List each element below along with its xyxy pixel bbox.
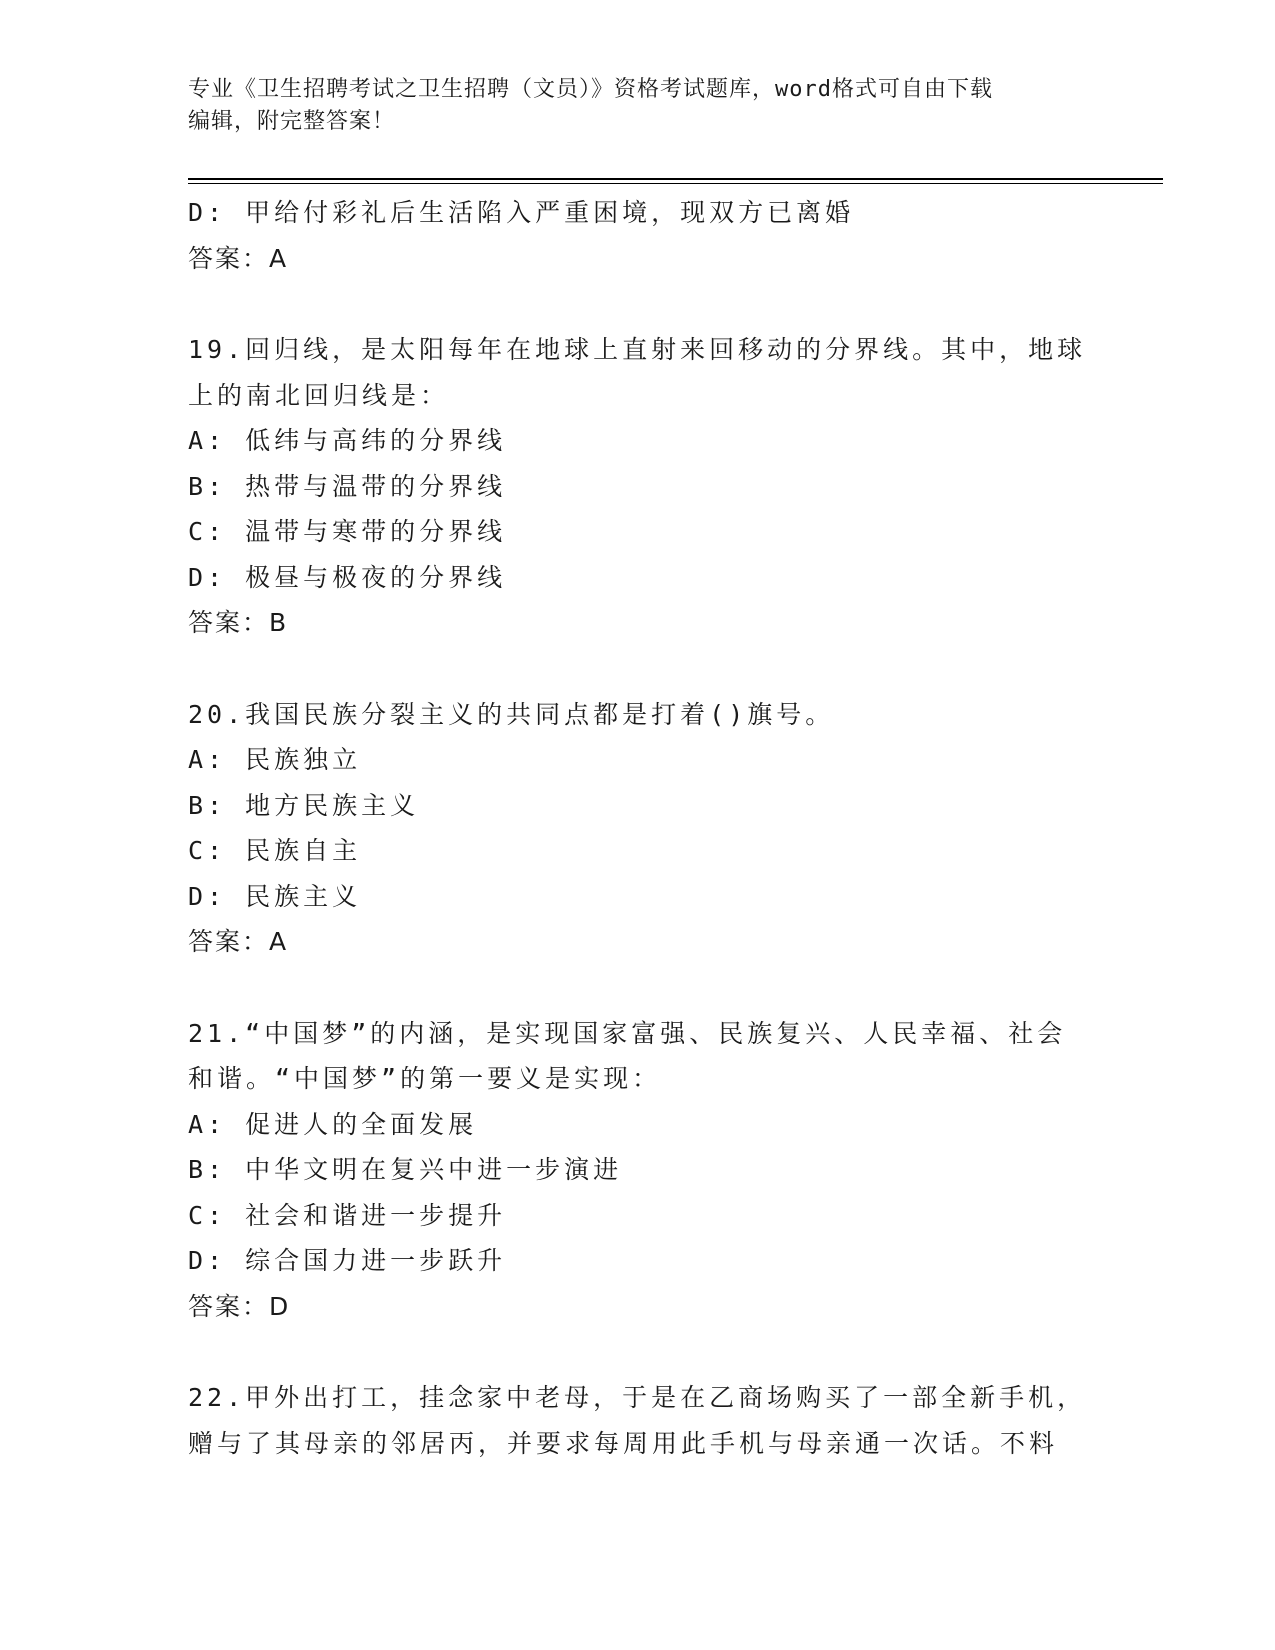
option-c: C: 民族自主 (188, 836, 362, 865)
option-c: C: 温带与寒带的分界线 (188, 517, 507, 546)
option-a: A: 促进人的全面发展 (188, 1109, 478, 1139)
document-header (188, 74, 1078, 138)
question-19 (188, 327, 1088, 646)
question-stem: 21.“中国梦”的内涵，是实现国家富强、民族复兴、人民幸福、社会 (188, 1018, 1067, 1048)
option-a: A: 低纬与高纬的分界线 (188, 426, 507, 455)
spacer (188, 1329, 1088, 1375)
prev-answer: 答案：A (188, 243, 289, 273)
question-stem-cont: 上的南北回归线是： (188, 380, 450, 410)
spacer (188, 965, 1088, 1011)
option-d: D: 极昼与极夜的分界线 (188, 562, 507, 592)
question-20 (188, 692, 1088, 965)
header-divider-thick (188, 178, 1163, 180)
question-stem: 19.回归线，是太阳每年在地球上直射来回移动的分界线。其中，地球 (188, 335, 1087, 364)
question-stem: 22.甲外出打工，挂念家中老母，于是在乙商场购买了一部全新手机， (188, 1383, 1087, 1412)
option-d: D: 综合国力进一步跃升 (188, 1246, 507, 1275)
question-stem-cont: 赠与了其母亲的邻居丙，并要求每周用此手机与母亲通一次话。不料 (188, 1428, 1059, 1458)
option-b: B: 中华文明在复兴中进一步演进 (188, 1155, 623, 1184)
prev-option-d: D: 甲给付彩礼后生活陷入严重困境，现双方已离婚 (188, 198, 855, 227)
option-b: B: 热带与温带的分界线 (188, 471, 507, 501)
option-c: C: 社会和谐进一步提升 (188, 1200, 507, 1230)
question-answer: 答案：A (188, 927, 289, 956)
question-22 (188, 1375, 1088, 1466)
question-answer: 答案：B (188, 608, 289, 637)
option-a: A: 民族独立 (188, 745, 362, 774)
document-body (188, 190, 1088, 1466)
question-21 (188, 1011, 1088, 1330)
header-line-2: 编辑，附完整答案！ (188, 109, 396, 134)
question-answer: 答案：D (188, 1291, 291, 1321)
question-stem-cont: 和谐。“中国梦”的第一要义是实现： (188, 1064, 662, 1093)
question-stem: 20.我国民族分裂主义的共同点都是打着()旗号。 (188, 699, 835, 729)
spacer (188, 281, 1088, 327)
header-line-1: 专业《卫生招聘考试之卫生招聘（文员）》资格考试题库，word格式可自由下载 (188, 77, 993, 102)
option-d: D: 民族主义 (188, 881, 362, 911)
spacer (188, 646, 1088, 692)
header-divider-thin (188, 183, 1163, 184)
option-b: B: 地方民族主义 (188, 790, 420, 820)
